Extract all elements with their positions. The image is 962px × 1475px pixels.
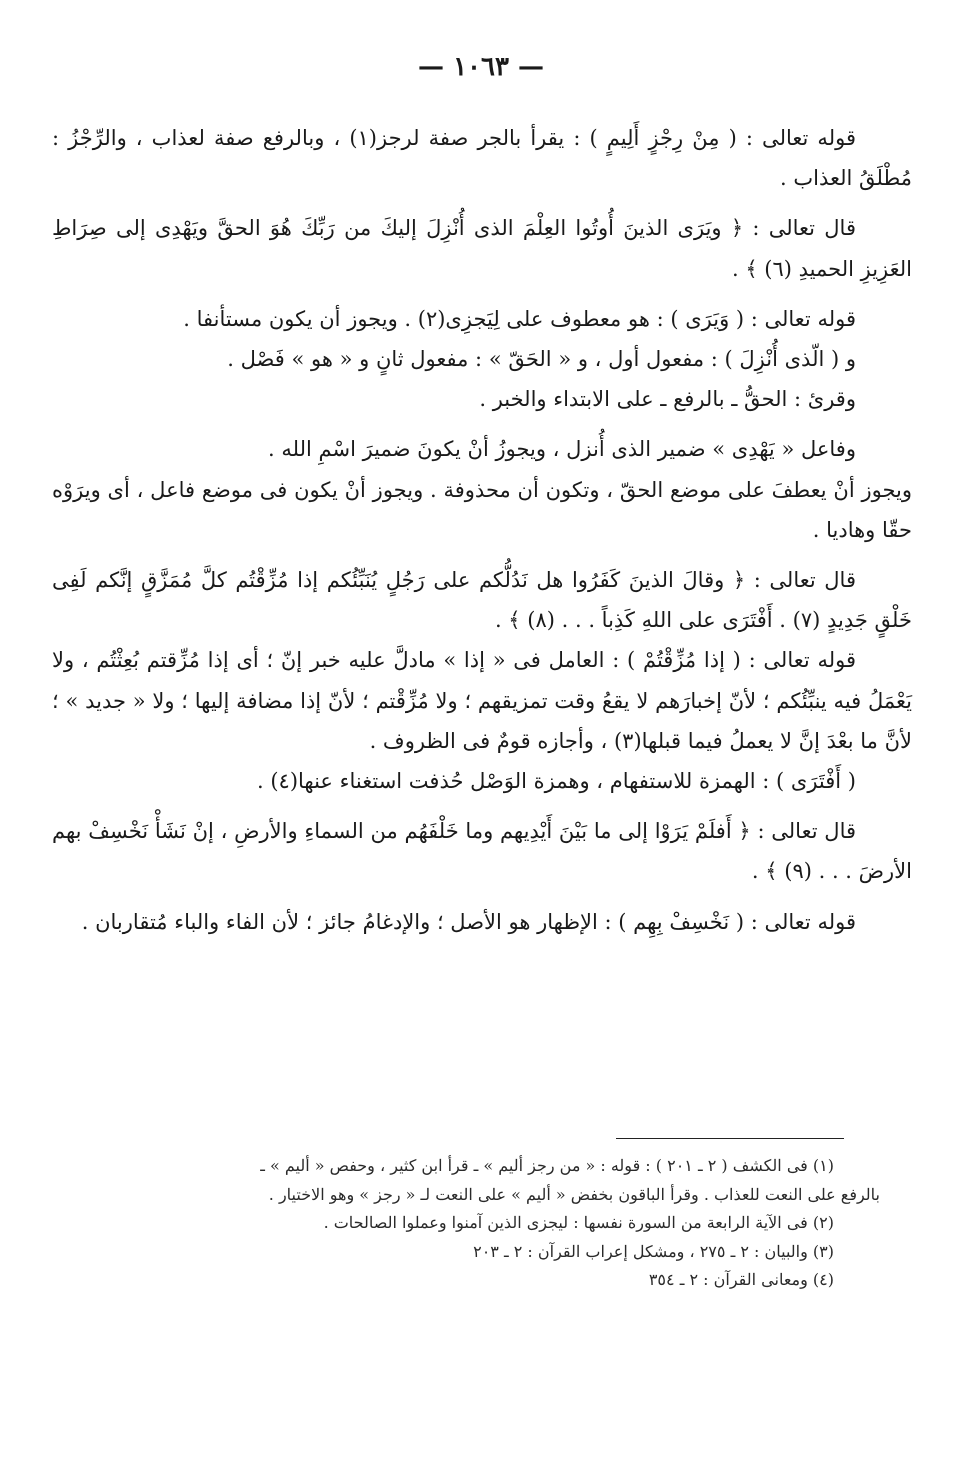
footnote: (٤) ومعانى القرآن : ٢ ـ ٣٥٤: [648, 1270, 834, 1289]
paragraph: قال تعالى : ﴿ أَفلَمْ يَرَوْا إلى ما بَيْنَ أَيْدِيهم وما خَلْفَهُم من السماءِ والأرضِ ، إنْ نَشَأْ نَخْسِفْ بهم الأرضَ . . . (٩) ﴾ .: [52, 819, 912, 884]
paragraph: ويجوز أنْ يعطفَ على موضع الحقّ ، وتكون أن محذوفة . ويجوز أنْ يكون فى موضع فاعل ، أى ويرَوْه حقّا وهاديا .: [52, 477, 912, 542]
main-text: [52, 118, 912, 942]
paragraph: و ( الّذى أُنْزِلَ ) : مفعول أول ، و « الحَقّ » : مفعول ثانٍ و « هو » فَصْل .: [227, 347, 856, 372]
paragraph: قوله تعالى : ( مِنْ رِجْزٍ أَلِيمٍ ) : يقرأ بالجر صفة لرجز(١) ، وبالرفع صفة لعذاب ، والرِّجْزُ : مُطْلَقُ العذاب .: [52, 126, 912, 191]
footnotes: [44, 1152, 880, 1295]
footnote: (٢) فى الآية الرابعة من السورة نفسها : ليجزى الذين آمنوا وعملوا الصالحات .: [323, 1213, 834, 1232]
footnote: (١) فى الكشف ( ٢ ـ ٢٠١ ) : قوله : « من رجز أليم » ـ قرأ ابن كثير ، وحفص « أليم » ـ: [260, 1156, 834, 1175]
paragraph: قال تعالى : ﴿ ويَرَى الذينَ أُوتُوا العِلْمَ الذى أُنْزِلَ إليكَ من رَبِّكَ هُوَ الحقَّ ويَهْدِى إلى صِرَاطِ العَزِيزِ الحميدِ (٦) ﴾ .: [52, 216, 912, 281]
paragraph: قوله تعالى : ( نَخْسِفْ بِهِم ) : الإظهار هو الأصل ؛ والإدغامُ جائز ؛ لأن الفاء والباء مُتقاربان .: [81, 909, 856, 934]
paragraph: قوله تعالى : ( إذا مُزِّقْتُمْ ) : العامل فى « إذا » مادلَّ عليه خبر إنّ ؛ أى إذا مُزِّقتم بُعِثْتُم ، ولا يَعْمَلُ فيه ينبِّئُكم ؛ لأنّ إخبارَهم لا يقعُ وقت تمزيقهم ؛ ولا مُزِّقْتم ؛ لأنّ إذا مضافة إليها ؛ ولا « جديد » ؛ لأنَّ ما بعْدَ إنَّ لا يعملُ فيما قبلها(٣) ، وأجازه قومٌ فى الظروف .: [52, 648, 912, 753]
footnote-divider: [616, 1138, 844, 1139]
paragraph: قال تعالى : ﴿ وقالَ الذينَ كَفَرُوا هل نَدُلُّكم على رَجُلٍ يُنَبِّئُكم إذا مُزِّقْتُم كلَّ مُمَزَّقٍ إنَّكم لَفِى خَلْقٍ جَدِيدٍ (٧) . أَفْتَرَى على اللهِ كَذِباً . . . (٨) ﴾ .: [52, 568, 912, 633]
footnote: (٣) والبيان : ٢ ـ ٢٧٥ ، ومشكل إعراب القرآن : ٢ ـ ٢٠٣: [473, 1241, 834, 1261]
footnote-continuation: بالرفع على النعت للعذاب . وقرأ الباقون بخفض « أليم » على النعت لـ « رجز » وهو الاختيار .: [268, 1184, 880, 1204]
paragraph: وقرئ : الحقُّ ـ بالرفع ـ على الابتداء والخبر .: [479, 387, 856, 412]
page-number: — ١٠٦٣ —: [418, 52, 544, 82]
paragraph: وفاعل « يَهْدِى » ضمير الذى أُنزل ، ويجوزُ أنْ يكونَ ضميرَ اسْمِ الله .: [268, 437, 856, 462]
paragraph: قوله تعالى : ( وَيَرَى ) : هو معطوف على لِيَجزِى(٢) . ويجوز أن يكون مستأنفا .: [183, 306, 856, 331]
paragraph: ( أَفْتَرَى ) : الهمزة للاستفهام ، وهمزة الوَصْل حُذفت استغناء عنها(٤) .: [256, 769, 856, 794]
